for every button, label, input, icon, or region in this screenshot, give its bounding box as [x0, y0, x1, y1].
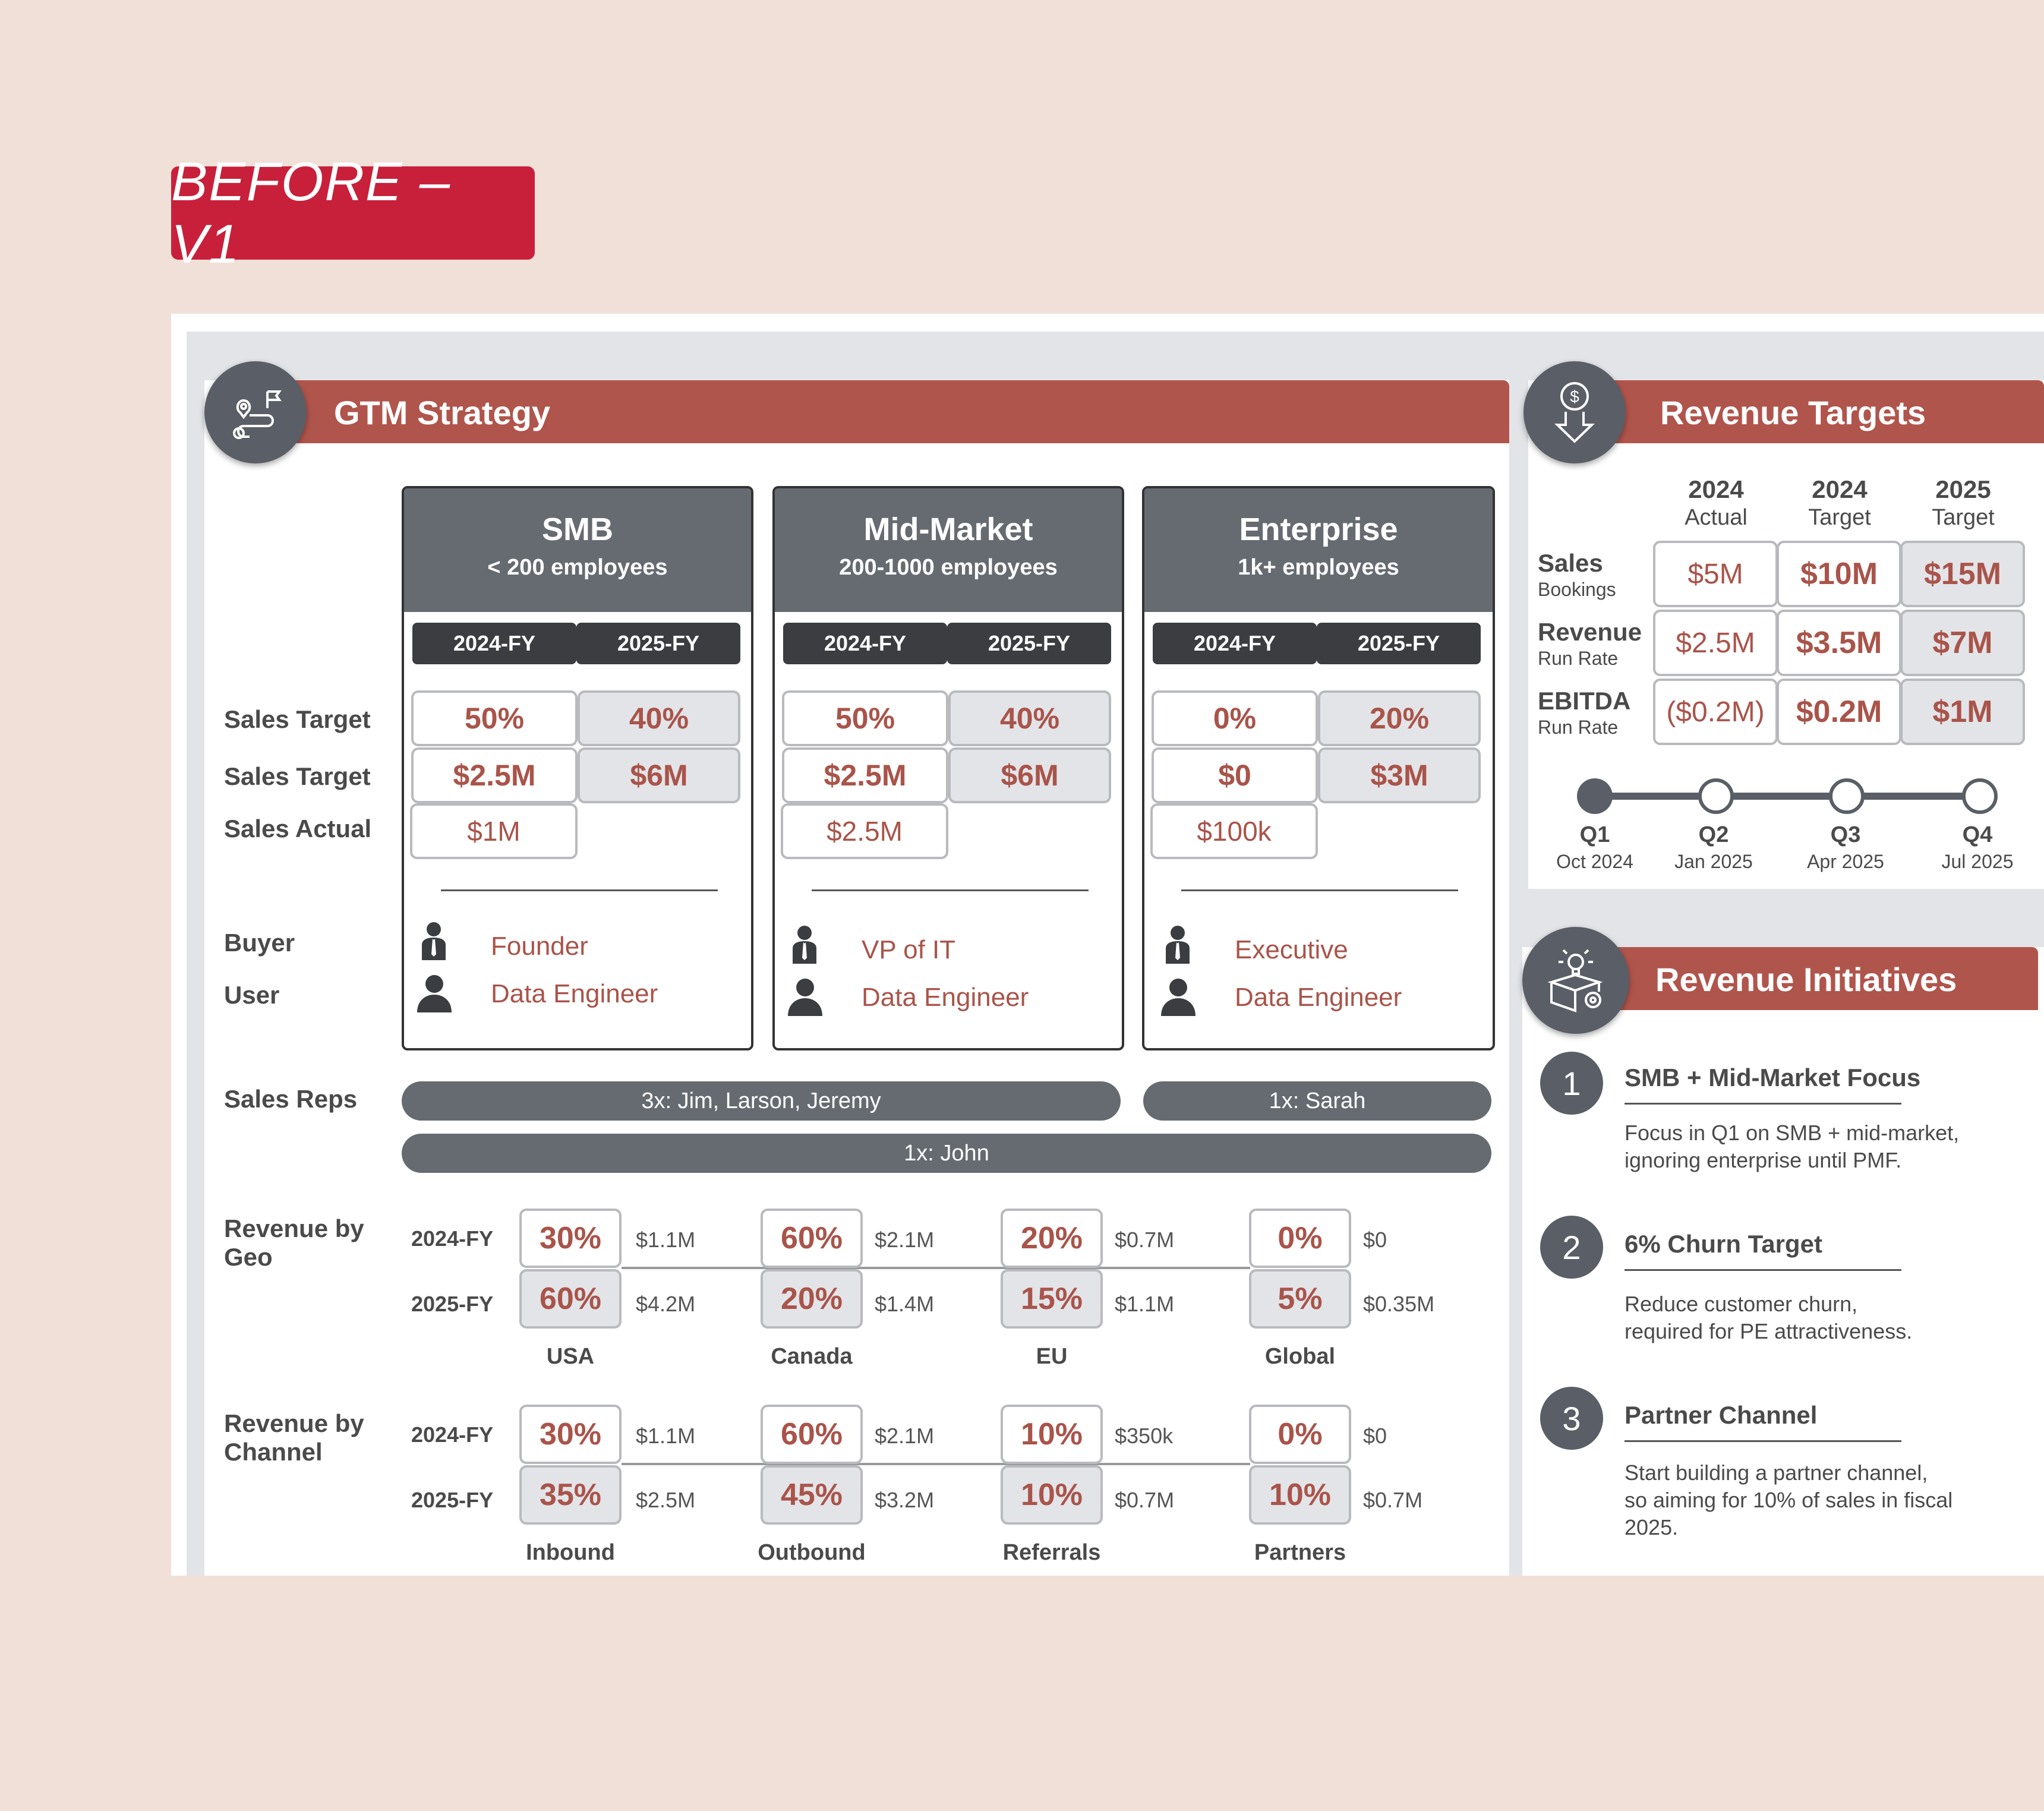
target-cell: $5M: [1653, 541, 1778, 607]
geo-pct-2024: 0%: [1249, 1209, 1351, 1268]
fy-label: 2025-FY: [947, 623, 1111, 664]
sales-target-amt-2025: $6M: [578, 747, 740, 803]
geo-amount: $1.1M: [636, 1228, 696, 1252]
svg-text:$: $: [1570, 387, 1579, 406]
channel-pct-2024: 60%: [761, 1405, 863, 1464]
label-sales-reps: Sales Reps: [224, 1085, 358, 1113]
col-label: Actual: [1685, 505, 1748, 530]
timeline-quarter: Q2: [1698, 822, 1729, 847]
geo-amount: $1.4M: [875, 1292, 935, 1316]
timeline-node: [1962, 778, 1998, 814]
buyer-value: VP of IT: [862, 935, 956, 964]
col-year: 2025: [1935, 475, 1991, 503]
fy-label: 2024-FY: [412, 623, 576, 664]
divider: [812, 889, 1089, 891]
revenue-initiatives-title: Revenue Initiatives: [1655, 961, 1957, 998]
channel-amount: $0: [1363, 1424, 1387, 1448]
segment-name: SMB: [542, 512, 613, 547]
geo-label: USA: [546, 1344, 595, 1369]
timeline-date: Apr 2025: [1807, 851, 1884, 872]
initiative-line: Reduce customer churn,: [1625, 1292, 1858, 1316]
channel-amount: $0.7M: [1115, 1488, 1175, 1512]
geo-pct-2024: 60%: [761, 1209, 863, 1268]
initiative-title: Partner Channel: [1625, 1401, 1818, 1429]
segment-size: 200-1000 employees: [839, 555, 1058, 580]
initiative-line: so aiming for 10% of sales in fiscal: [1625, 1488, 1953, 1512]
initiative-title: 6% Churn Target: [1625, 1230, 1822, 1258]
sales-reps-pill: 1x: John: [402, 1134, 1491, 1173]
row-label: Sales: [1538, 549, 1603, 577]
initiative-line: required for PE attractiveness.: [1625, 1319, 1913, 1343]
target-cell: $7M: [1900, 610, 2025, 676]
col-label: Target: [1808, 505, 1871, 530]
geo-pct-2025: 20%: [761, 1269, 863, 1329]
sales-target-pct-2025: 40%: [578, 690, 740, 746]
label-user: User: [224, 981, 280, 1009]
col-label: Target: [1932, 505, 1995, 530]
sales-target-amt-2024: $0: [1152, 747, 1318, 803]
geo-amount: $0.35M: [1363, 1292, 1435, 1316]
channel-amount: $2.5M: [636, 1488, 696, 1512]
target-cell: $15M: [1900, 541, 2025, 607]
fy-label: 2024-FY: [1153, 623, 1317, 664]
segment-header: [775, 488, 1122, 612]
target-cell: $1M: [1900, 679, 2025, 745]
sales-target-pct-2024: 50%: [411, 690, 578, 746]
geo-label: Global: [1264, 1344, 1336, 1369]
buyer-icon: [1163, 925, 1192, 969]
row-label: Revenue: [1538, 618, 1642, 646]
channel-pct-2024: 30%: [519, 1405, 622, 1464]
geo-pct-2024: 20%: [1001, 1209, 1103, 1268]
channel-label: Partners: [1254, 1540, 1346, 1565]
timeline-quarter: Q3: [1830, 822, 1861, 847]
geo-amount: $1.1M: [1115, 1292, 1175, 1316]
sales-target-pct-2025: 40%: [948, 690, 1111, 746]
geo-pct-2025: 15%: [1001, 1269, 1103, 1329]
label-sales-target-pct: Sales Target: [224, 705, 371, 733]
channel-amount: $3.2M: [875, 1488, 935, 1512]
initiative-line: Start building a partner channel,: [1625, 1460, 1928, 1485]
divider: [441, 889, 718, 891]
timeline-node-filled: [1577, 778, 1613, 814]
user-value: Data Engineer: [862, 983, 1029, 1012]
geo-amount: $0.7M: [1115, 1228, 1175, 1252]
timeline-node: [1698, 778, 1734, 814]
row-sublabel: Run Rate: [1538, 648, 1619, 669]
fy-label: 2024-FY: [783, 623, 947, 664]
buyer-icon: [419, 921, 448, 966]
geo-label: EU: [1036, 1344, 1068, 1369]
initiative-line: Focus in Q1 on SMB + mid-market,: [1625, 1121, 1960, 1145]
badge-label: BEFORE – V1: [171, 151, 452, 275]
geo-pct-2025: 60%: [519, 1269, 622, 1329]
initiative-number: 1: [1540, 1052, 1603, 1115]
initiative-divider: [1625, 1440, 1901, 1442]
target-cell: $2.5M: [1653, 610, 1778, 676]
target-cell: $0.2M: [1777, 679, 1901, 745]
dollar-down-icon: [1548, 380, 1601, 445]
revenue-initiatives-icon-circle: [1522, 927, 1629, 1034]
channel-amount: $1.1M: [636, 1424, 696, 1448]
geo-amount: $2.1M: [875, 1228, 935, 1252]
timeline-track: [1594, 793, 1980, 800]
row-sublabel: Run Rate: [1538, 717, 1619, 738]
timeline-date: Oct 2024: [1556, 851, 1633, 872]
label-revenue-by-channel: Revenue by Channel: [224, 1409, 364, 1466]
label-sales-actual: Sales Actual: [224, 815, 372, 843]
target-cell: $3.5M: [1777, 610, 1901, 676]
channel-label: Outbound: [758, 1540, 866, 1565]
segment-name: Enterprise: [1239, 512, 1398, 547]
geo-label: Canada: [771, 1344, 853, 1369]
label-revenue-by-geo: Revenue by Geo: [224, 1214, 364, 1271]
fy-label: 2025-FY: [1317, 623, 1481, 664]
user-icon: [1160, 978, 1197, 1020]
col-year: 2024: [1812, 475, 1868, 503]
user-icon: [416, 974, 453, 1017]
channel-pct-2024: 0%: [1249, 1405, 1351, 1464]
sales-actual: $2.5M: [781, 803, 948, 859]
sales-actual: $100k: [1150, 803, 1318, 859]
geo-pct-2024: 30%: [519, 1209, 622, 1268]
fy-row-label: 2024-FY: [411, 1226, 494, 1251]
user-value: Data Engineer: [491, 979, 658, 1008]
timeline-quarter: Q4: [1962, 822, 1993, 847]
route-flag-icon: [226, 383, 285, 442]
timeline-date: Jul 2025: [1941, 851, 2014, 872]
geo-connector-line: [622, 1267, 1250, 1269]
segment-size: < 200 employees: [487, 555, 668, 580]
sales-target-pct-2025: 20%: [1318, 690, 1481, 746]
timeline-node: [1829, 778, 1865, 814]
target-cell: ($0.2M): [1653, 679, 1778, 745]
sales-target-amt-2024: $2.5M: [782, 747, 948, 803]
initiative-number: 3: [1540, 1387, 1603, 1450]
initiative-number: 2: [1540, 1216, 1603, 1279]
divider: [1181, 889, 1458, 891]
gtm-title: GTM Strategy: [334, 394, 551, 431]
channel-pct-2025: 45%: [761, 1465, 863, 1525]
sales-target-amt-2024: $2.5M: [411, 747, 578, 803]
buyer-value: Founder: [491, 932, 588, 961]
timeline-quarter: Q1: [1579, 822, 1610, 847]
gtm-icon-circle: [204, 361, 307, 463]
label-sales-target-amt: Sales Target: [224, 762, 371, 790]
geo-amount: $4.2M: [636, 1292, 696, 1316]
channel-amount: $350k: [1115, 1424, 1174, 1448]
target-cell: $10M: [1777, 541, 1901, 607]
buyer-value: Executive: [1235, 935, 1348, 964]
revenue-targets-icon-circle: [1523, 361, 1626, 463]
segment-header: [1144, 488, 1493, 612]
fy-label: 2025-FY: [576, 623, 740, 664]
channel-pct-2025: 10%: [1249, 1465, 1351, 1525]
fy-row-label: 2025-FY: [411, 1488, 494, 1512]
segment-header: [404, 488, 751, 612]
user-icon: [787, 978, 824, 1020]
sales-actual: $1M: [410, 803, 578, 859]
user-value: Data Engineer: [1235, 983, 1402, 1012]
initiative-divider: [1625, 1269, 1901, 1271]
segment-name: Mid-Market: [863, 512, 1033, 547]
sales-target-pct-2024: 50%: [782, 690, 948, 746]
revenue-targets-title: Revenue Targets: [1660, 394, 1926, 431]
sales-reps-pill: 1x: Sarah: [1143, 1081, 1491, 1121]
channel-connector-line: [622, 1463, 1250, 1465]
sales-reps-pill: 3x: Jim, Larson, Jeremy: [402, 1081, 1121, 1121]
channel-label: Referrals: [1002, 1540, 1101, 1565]
segment-size: 1k+ employees: [1238, 555, 1399, 580]
channel-label: Inbound: [526, 1540, 615, 1565]
fy-row-label: 2024-FY: [411, 1422, 494, 1447]
version-badge: [171, 151, 535, 275]
initiative-title: SMB + Mid-Market Focus: [1625, 1064, 1921, 1091]
channel-pct-2024: 10%: [1001, 1405, 1103, 1464]
sales-target-amt-2025: $6M: [948, 747, 1111, 803]
row-sublabel: Bookings: [1538, 579, 1616, 600]
initiative-divider: [1625, 1103, 1901, 1105]
sales-target-pct-2024: 0%: [1152, 690, 1318, 746]
initiative-line: ignoring enterprise until PMF.: [1625, 1148, 1902, 1172]
sales-target-amt-2025: $3M: [1318, 747, 1481, 803]
label-buyer: Buyer: [224, 929, 295, 957]
geo-amount: $0: [1363, 1228, 1387, 1252]
idea-box-icon: [1543, 948, 1608, 1013]
fy-row-label: 2025-FY: [411, 1292, 494, 1316]
timeline-date: Jan 2025: [1674, 851, 1753, 872]
channel-pct-2025: 35%: [519, 1465, 622, 1525]
buyer-icon: [790, 925, 819, 969]
col-year: 2024: [1688, 475, 1744, 503]
channel-amount: $2.1M: [875, 1424, 935, 1448]
row-label: EBITDA: [1538, 687, 1631, 715]
geo-pct-2025: 5%: [1249, 1269, 1351, 1329]
initiative-line: 2025.: [1625, 1515, 1679, 1539]
channel-amount: $0.7M: [1363, 1488, 1423, 1512]
channel-pct-2025: 10%: [1001, 1465, 1103, 1525]
